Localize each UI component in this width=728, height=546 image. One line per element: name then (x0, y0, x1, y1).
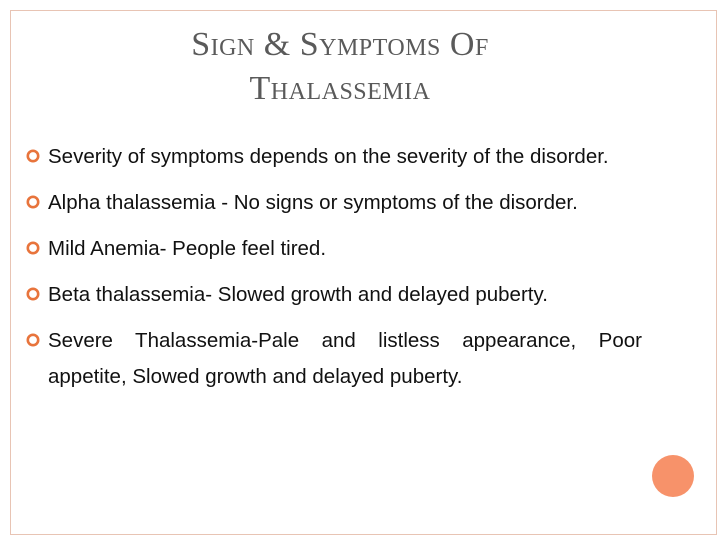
bullet-item (24, 139, 642, 175)
bullet-text: Alpha thalassemia - No signs or symptoms of the disorder. (48, 191, 578, 214)
bullet-item (24, 277, 642, 313)
hollow-circle-bullet-icon (25, 286, 41, 302)
bullet-text: Mild Anemia- People feel tired. (48, 237, 327, 260)
bullet-text: Severity of symptoms depends on the severity of the disorder. (48, 145, 609, 168)
slide-title (140, 22, 540, 112)
bullet-item (24, 231, 642, 267)
bullet-text: Beta thalassemia- Slowed growth and delayed puberty. (48, 283, 548, 306)
hollow-circle-bullet-icon (25, 240, 41, 256)
decorative-circle (652, 455, 694, 497)
bullet-item (24, 185, 642, 221)
hollow-circle-bullet-icon (25, 148, 41, 164)
bullet-text: Severe Thalassemia-Pale and listless appearance, Poor appetite, Slowed growth and delayed puberty. (48, 329, 642, 388)
slide-title-line2: Thalassemia (249, 70, 431, 107)
bullet-item (24, 323, 642, 395)
bullet-list (24, 139, 642, 405)
hollow-circle-bullet-icon (25, 194, 41, 210)
slide-title-line1: Sign & Symptoms Of (191, 26, 489, 63)
hollow-circle-bullet-icon (25, 332, 41, 348)
